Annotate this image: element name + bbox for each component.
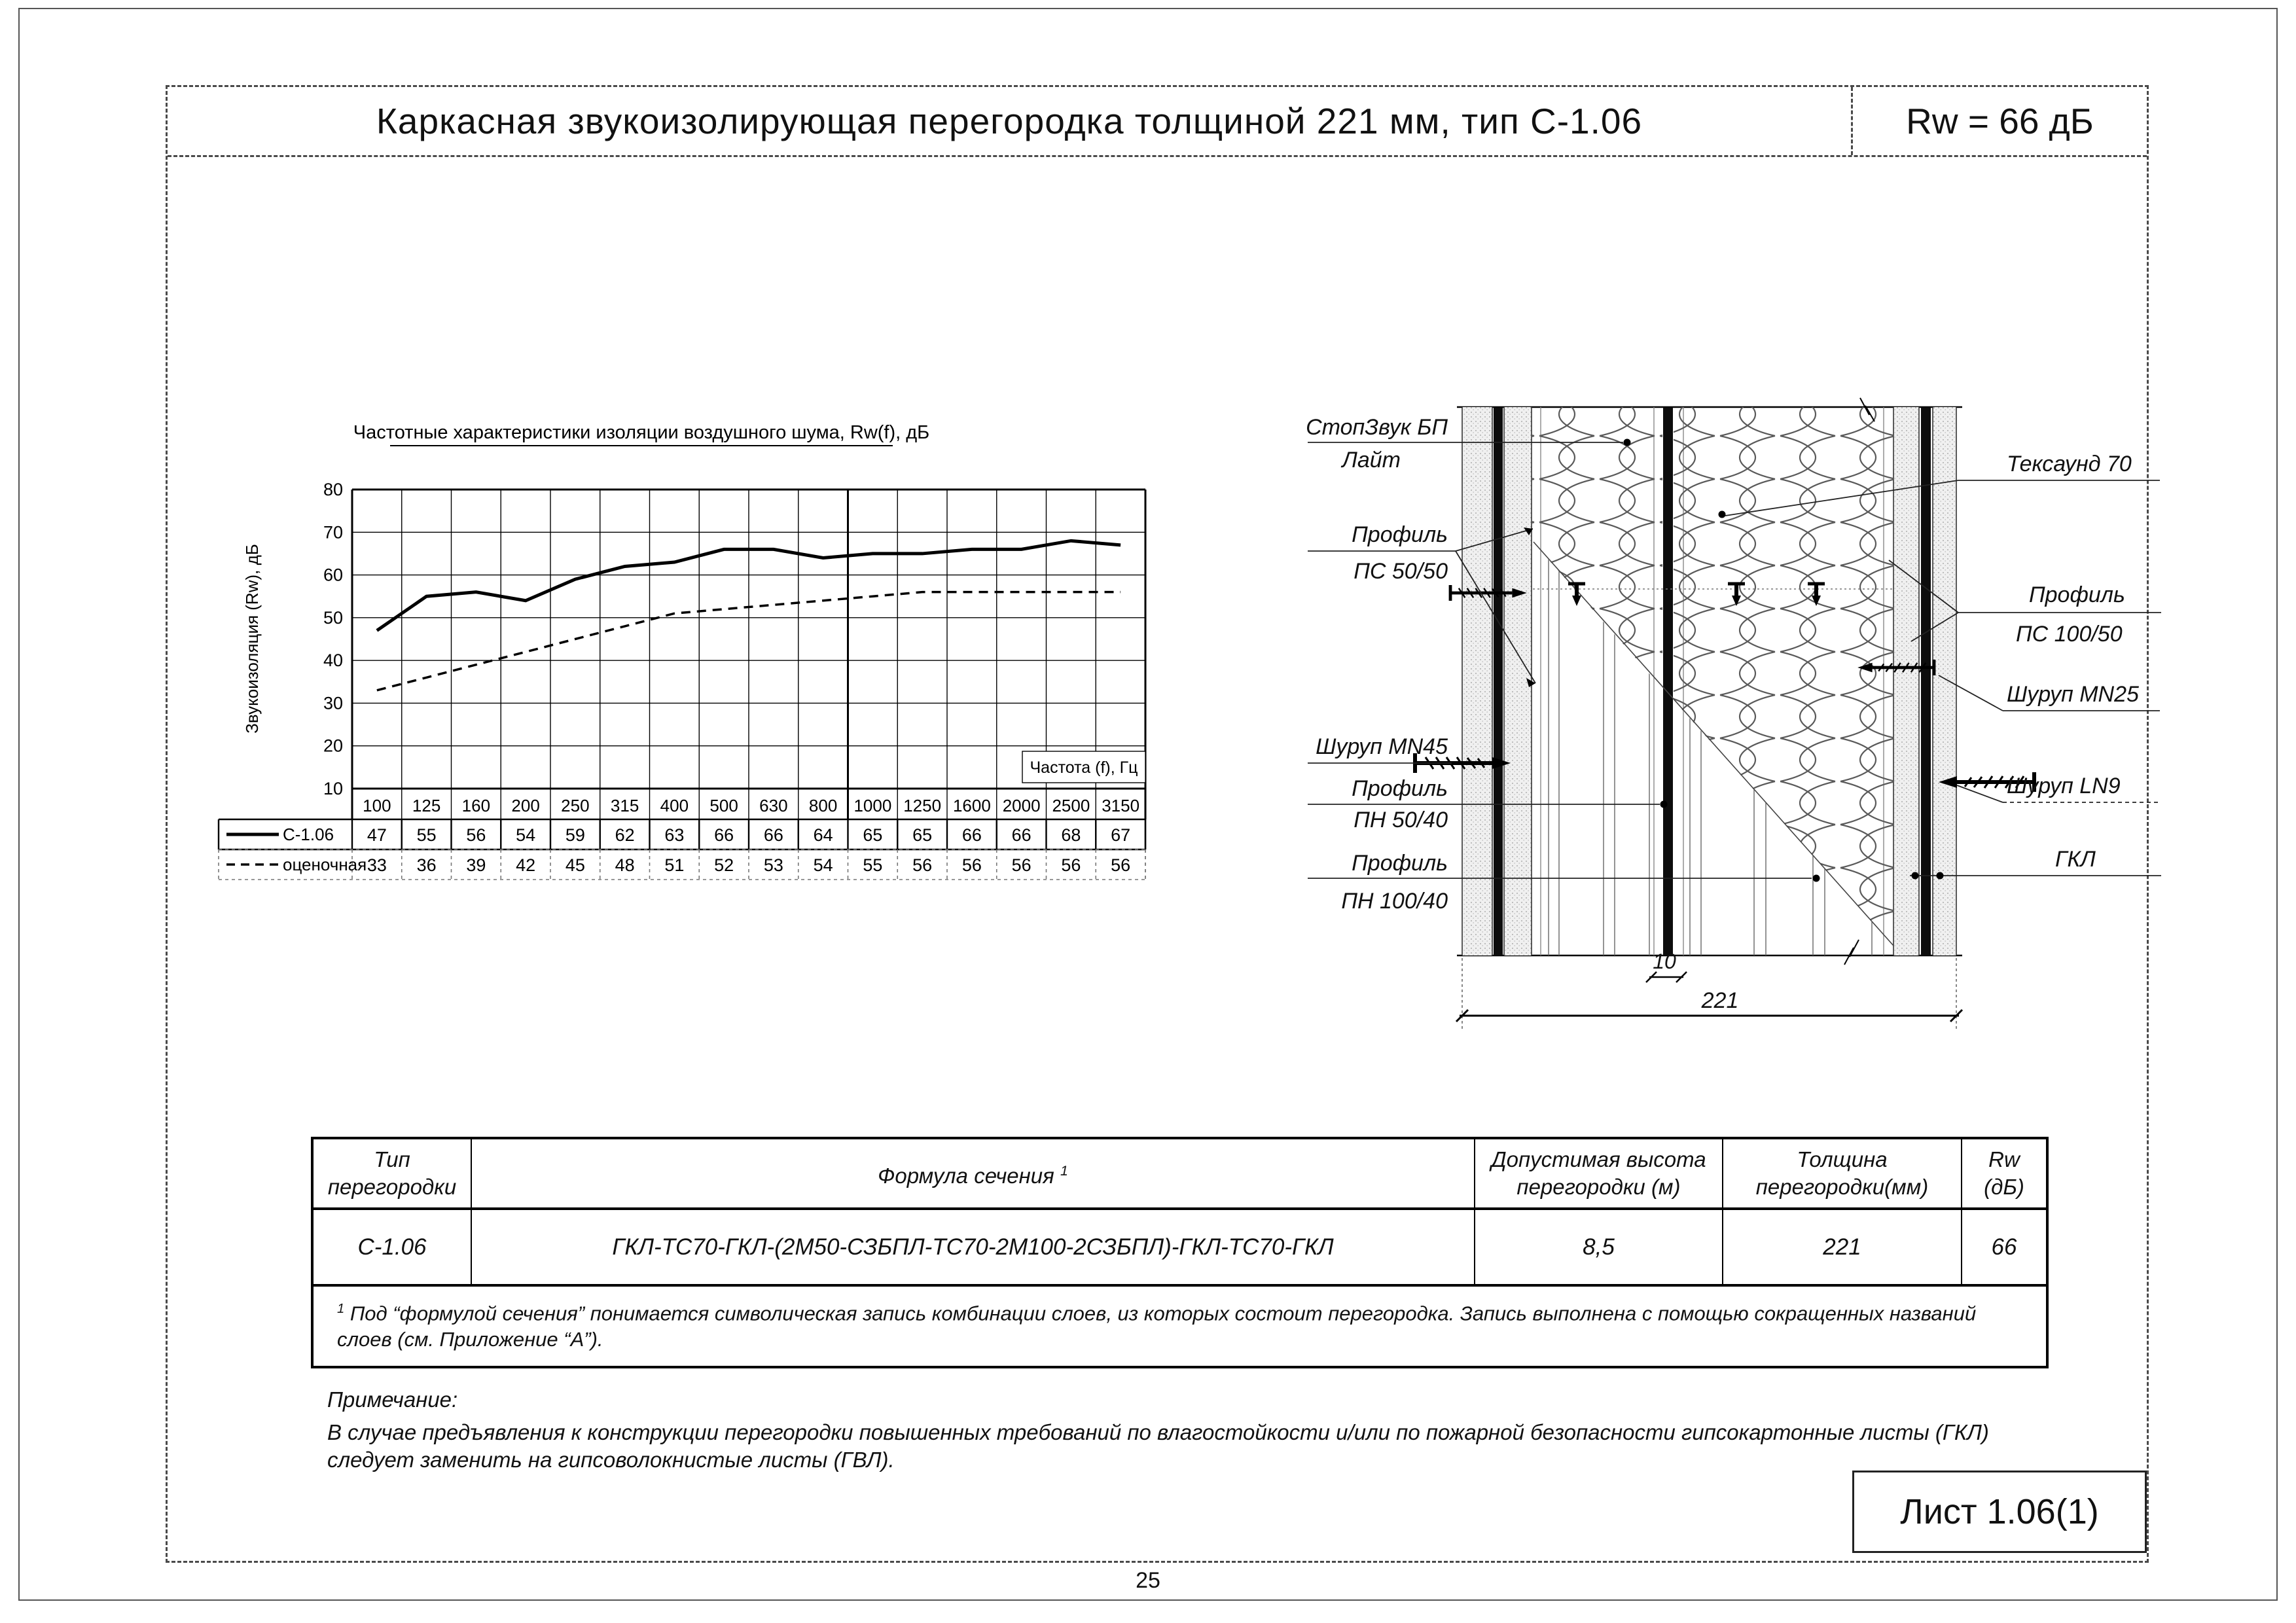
cell-rw: 66: [1961, 1210, 2046, 1284]
value-cell: 48: [615, 855, 635, 875]
sheet-label: Лист 1.06(1): [1852, 1471, 2147, 1553]
value-cell: 47: [367, 825, 387, 845]
label-stopzvuk: СтопЗвук БП: [1306, 415, 1448, 440]
freq-label: 315: [610, 796, 639, 815]
label-gkl: ГКЛ: [2055, 847, 2096, 872]
label-stopzvuk-line2: Лайт: [1342, 448, 1401, 473]
texsound-strip-right: [1921, 407, 1931, 955]
label-shurup-mn45: Шуруп MN45: [1316, 734, 1448, 759]
wall-section-drawing: [1296, 393, 2173, 1054]
insulation-cavity-100: [1674, 407, 1893, 955]
value-cell: 59: [565, 825, 585, 845]
value-cell: 65: [863, 825, 883, 845]
freq-label: 1600: [952, 796, 991, 815]
value-cell: 56: [1061, 855, 1081, 875]
freq-label: 160: [461, 796, 491, 815]
label-shurup-mn25: Шуруп MN25: [2007, 682, 2139, 707]
freq-label: 2000: [1002, 796, 1041, 815]
chart-xlabel: Частота (f), Гц: [1030, 758, 1138, 777]
cell-formula: ГКЛ-ТС70-ГКЛ-(2М50-СЗБПЛ-ТС70-2М100-2СЗБПЛ)-ГКЛ-ТС70-ГКЛ: [471, 1210, 1474, 1284]
legend-label: С-1.06: [283, 825, 334, 844]
rw-badge: Rw = 66 дБ: [1851, 87, 2147, 155]
label-texsound: Тексаунд 70: [2007, 452, 2132, 476]
value-cell: 56: [1111, 855, 1131, 875]
cell-height: 8,5: [1474, 1210, 1722, 1284]
y-tick-label: 30: [323, 693, 343, 713]
cell-type: С-1.06: [357, 1234, 427, 1260]
spec-table: [311, 1137, 2049, 1368]
value-cell: 68: [1061, 825, 1081, 845]
spec-table-footnote: $^1$ Под “формулой сечения” понимается символическая запись комбинации слоев, из которых состоит перегородка. Запись выполнена с помощью сокращенных названий слоев (см. Приложение “А”).: [314, 1284, 2046, 1366]
value-cell: 51: [664, 855, 685, 875]
value-cell: 55: [863, 855, 883, 875]
wall-section: [1457, 398, 1962, 965]
insulation-cavity-50: [1532, 407, 1662, 955]
value-cell: 62: [615, 825, 635, 845]
label-profil-ps10050-line2: ПС 100/50: [2016, 622, 2123, 647]
header-thickness: Толщина перегородки(мм): [1722, 1139, 1961, 1207]
y-tick-label: 80: [323, 480, 343, 499]
note-block: [327, 1386, 2042, 1474]
freq-label: 100: [363, 796, 391, 815]
note-title: Примечание:: [327, 1387, 458, 1412]
value-cell: 39: [466, 855, 486, 875]
leader-dot: [1813, 875, 1820, 882]
value-cell: 66: [714, 825, 734, 845]
freq-label: 250: [561, 796, 590, 815]
freq-label: 125: [412, 796, 441, 815]
value-cell: 56: [961, 855, 982, 875]
leader-dot: [1912, 872, 1919, 880]
freq-label: 1000: [853, 796, 892, 815]
value-cell: 63: [664, 825, 685, 845]
y-tick-label: 40: [323, 651, 343, 671]
break-mark-bottom: [1844, 940, 1859, 965]
dimension-lines: [1456, 950, 1962, 1029]
label-shurup-ln9: Шуруп LN9: [2007, 774, 2121, 798]
value-cell: 67: [1111, 825, 1131, 845]
freq-label: 200: [511, 796, 540, 815]
y-tick-label: 20: [323, 736, 343, 756]
header-formula: Формула сечения $^1$: [471, 1139, 1474, 1207]
spec-table-row: [314, 1210, 2046, 1284]
leader-dot: [1937, 872, 1944, 880]
value-cell: 54: [516, 825, 536, 845]
value-cell: 66: [763, 825, 783, 845]
page-number: 25: [1136, 1568, 1160, 1593]
value-cell: 66: [961, 825, 982, 845]
label-profil-ps5050-line2: ПС 50/50: [1354, 559, 1448, 584]
value-cell: 56: [912, 855, 933, 875]
drawing-labels-left: [1306, 415, 1448, 914]
leader-dot: [1624, 439, 1631, 446]
value-cell: 42: [516, 855, 536, 875]
leader-dot: [1719, 511, 1726, 518]
label-profil-pn5040-line2: ПН 50/40: [1354, 808, 1448, 832]
value-cell: 64: [813, 825, 833, 845]
label-profil-ps10050: Профиль: [2029, 582, 2125, 607]
label-profil-ps5050: Профиль: [1352, 522, 1448, 547]
left-cladding-gypsum-layers: [1462, 407, 1532, 955]
freq-label: 3150: [1102, 796, 1140, 815]
value-cell: 66: [1011, 825, 1031, 845]
texsound-membrane-center: [1663, 407, 1673, 955]
label-profil-pn10040: Профиль: [1352, 851, 1448, 876]
dim-total-label: 221: [1701, 988, 1739, 1013]
y-tick-label: 50: [323, 607, 343, 628]
value-cell: 56: [1011, 855, 1031, 875]
texsound-strip-left: [1494, 407, 1503, 955]
freq-label: 630: [759, 796, 788, 815]
header-rw: Rw (дБ): [1961, 1139, 2046, 1207]
legend-label: оценочная: [283, 855, 367, 874]
value-cell: 53: [763, 855, 783, 875]
leader-dot: [1660, 801, 1668, 808]
cell-thickness: 221: [1722, 1210, 1961, 1284]
freq-label: 2500: [1052, 796, 1090, 815]
label-profil-pn10040-line2: ПН 100/40: [1341, 889, 1448, 914]
y-tick-label: 10: [323, 779, 343, 798]
value-cell: 65: [912, 825, 933, 845]
chart-ylabel: Звукоизоляция (Rw), дБ: [242, 544, 262, 734]
note-text: В случае предъявления к конструкции перегородки повышенных требований по влагостойкости и/или по пожарной безопасности гипсокартонные листы (ГКЛ) следует заменить на гипсоволокнистые листы (ГВЛ).: [327, 1420, 1989, 1472]
chart-title: Частотные характеристики изоляции воздушного шума, Rw(f), дБ: [353, 422, 930, 443]
page-title: Каркасная звукоизолирующая перегородка толщиной 221 мм, тип С-1.06: [376, 101, 1643, 141]
title-bar: [168, 87, 2147, 157]
value-cell: 45: [565, 855, 585, 875]
dim-gap-label: 10: [1653, 950, 1676, 973]
spec-table-header: [314, 1139, 2046, 1210]
value-cell: 33: [367, 855, 387, 875]
value-cell: 36: [416, 855, 437, 875]
header-type: Тип перегородки: [327, 1147, 457, 1199]
value-cell: 56: [466, 825, 486, 845]
value-cell: 55: [416, 825, 437, 845]
frequency-chart: [216, 416, 1165, 901]
freq-label: 500: [709, 796, 738, 815]
freq-label: 400: [660, 796, 689, 815]
y-tick-label: 70: [323, 522, 343, 543]
freq-label: 800: [808, 796, 838, 815]
drawing-labels-right: [2007, 452, 2139, 872]
label-profil-pn5040: Профиль: [1352, 776, 1448, 801]
value-cell: 52: [714, 855, 734, 875]
y-tick-label: 60: [323, 565, 343, 585]
freq-label: 1250: [903, 796, 942, 815]
value-cell: 54: [813, 855, 833, 875]
header-height: Допустимая высота перегородки (м): [1474, 1139, 1722, 1207]
